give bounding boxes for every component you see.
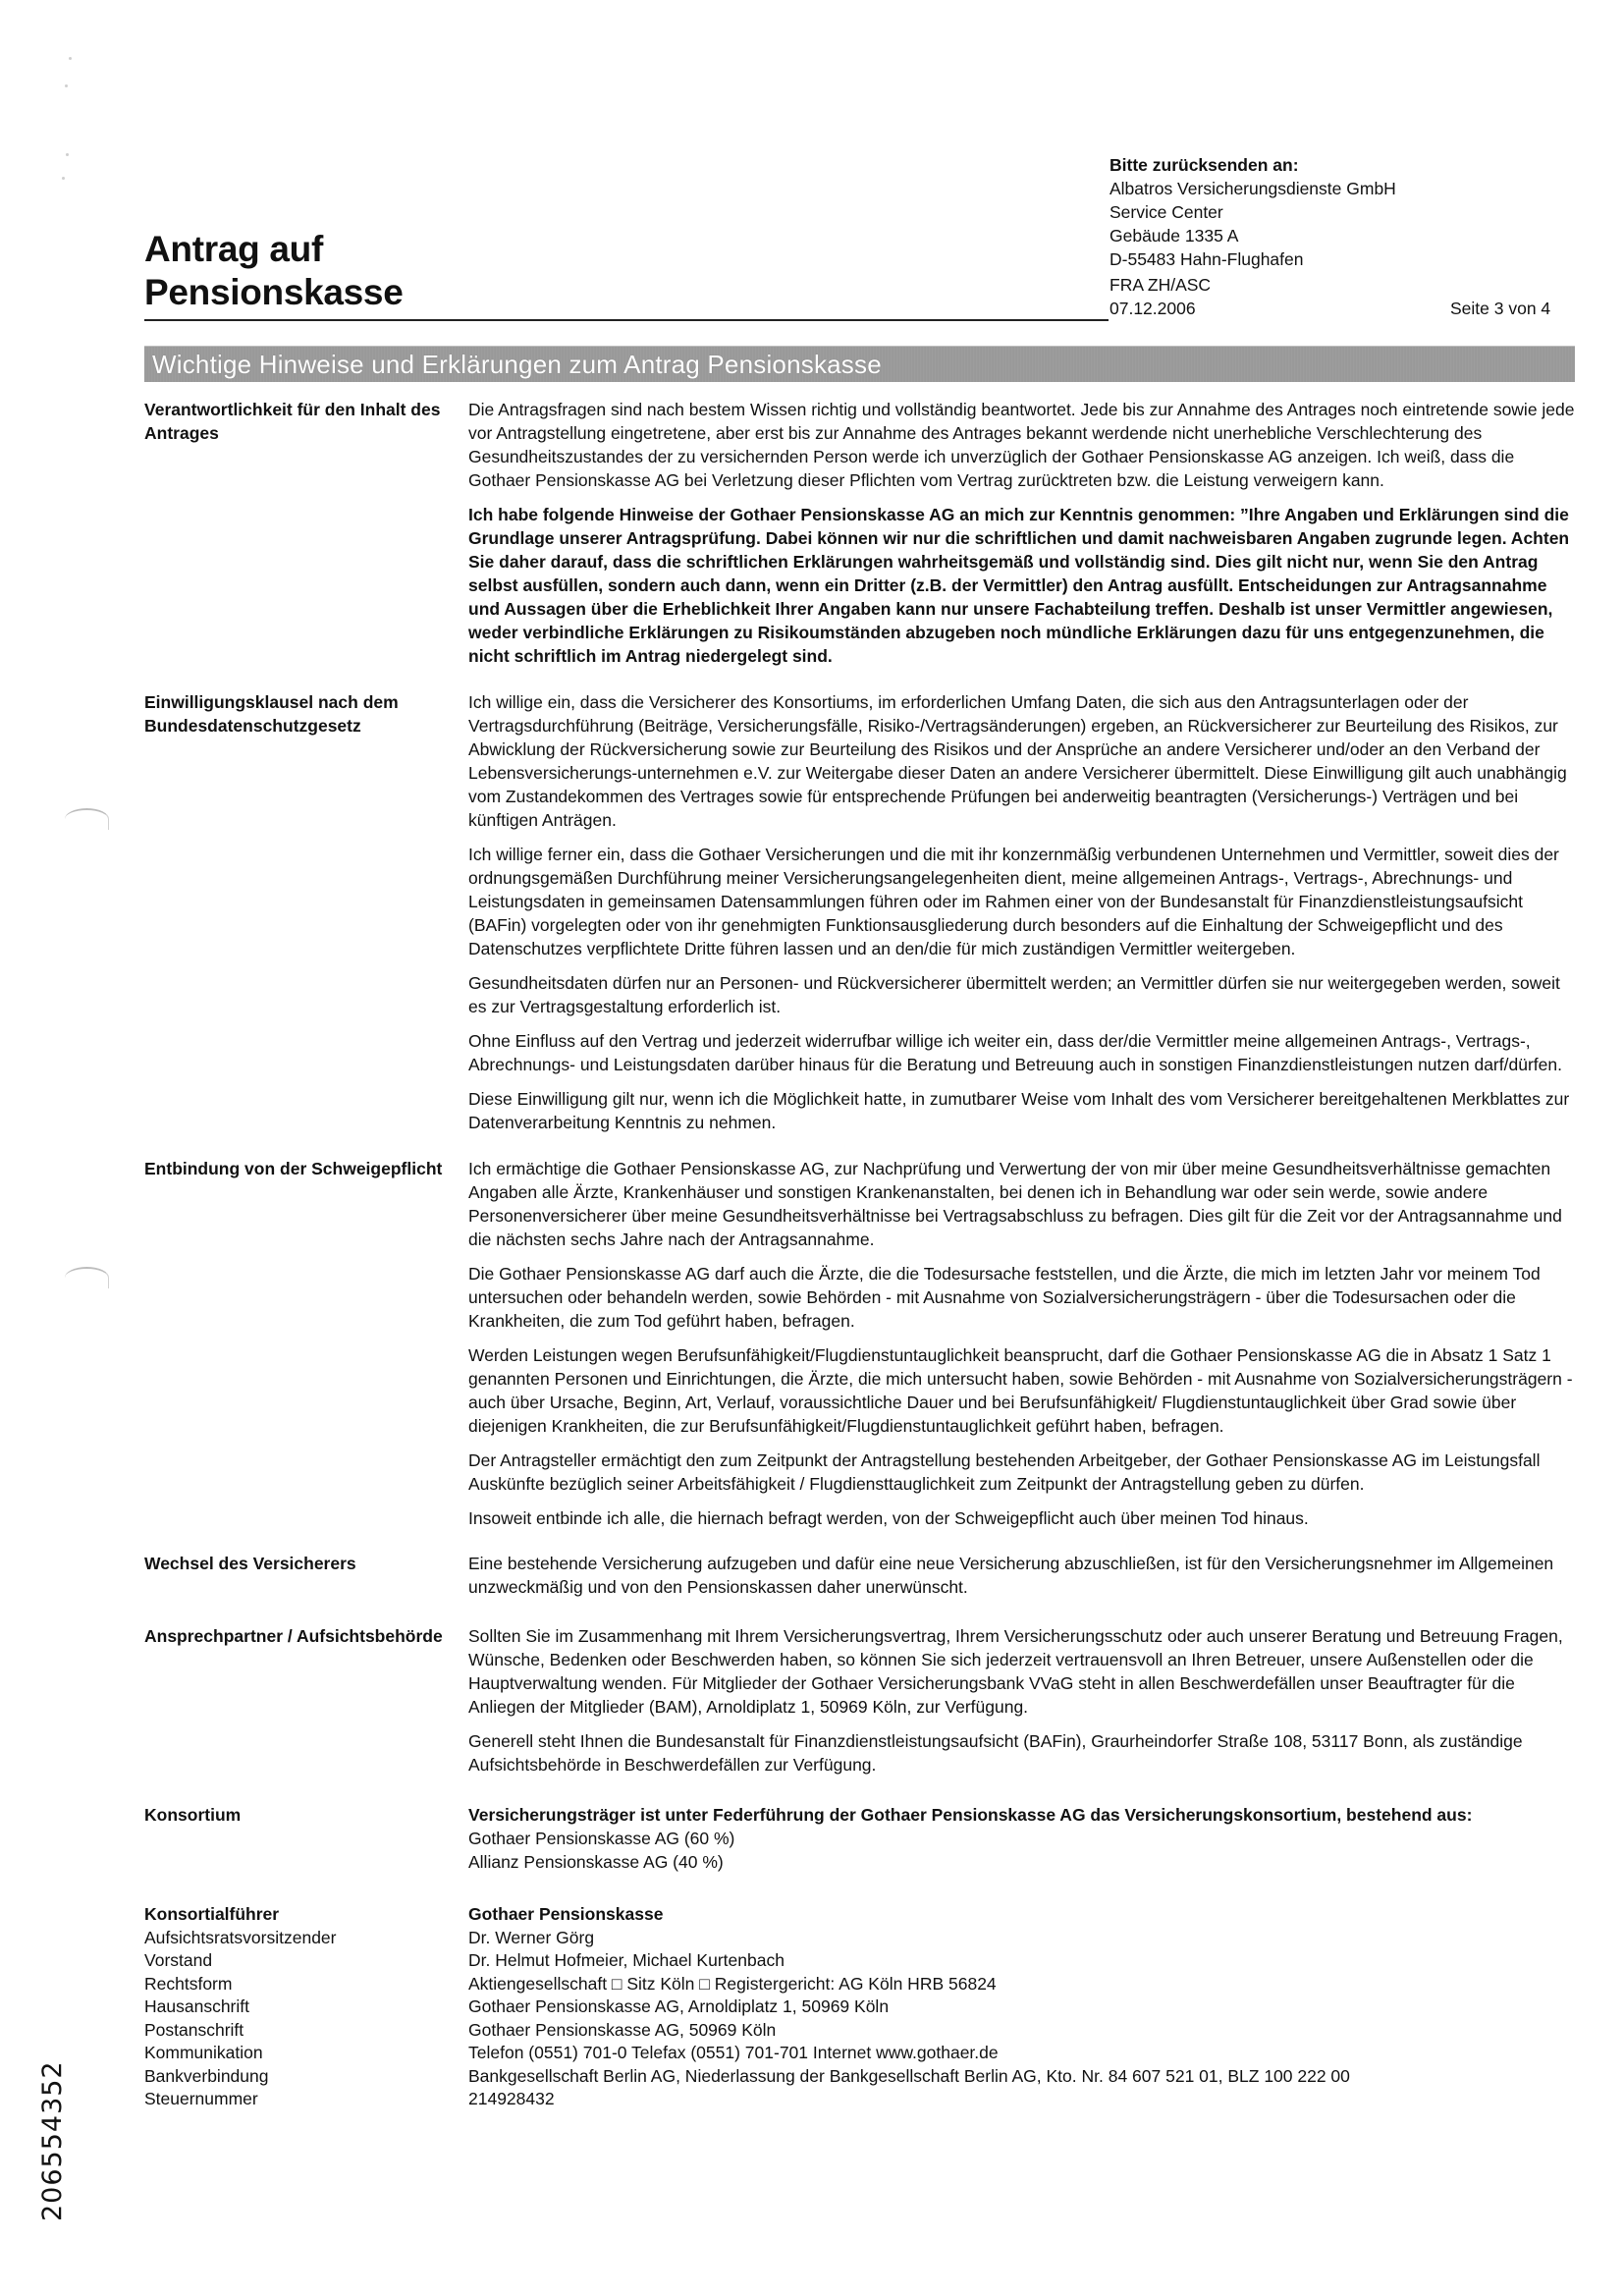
paragraph: Die Antragsfragen sind nach bestem Wissen richtig und vollständig beantwortet. Jede bis zur Annahme des Antrages noch eintretende sowie jede vor Antragstellung eingetretene, aber erst bis zur Annahme des Antrages bekannt werdende nicht unerhebliche Verschlechterung des Gesundheitszustandes der zu versichernden Person werde ich unverzüglich der Gothaer Pensionskasse AG anzeigen. Ich weiß, dass die Gothaer Pensionskasse AG bei Verletzung dieser Pflichten vom Vertrag zurücktreten bzw. die Leistung verweigern kann. xyxy=(468,400,1575,490)
section-label: Einwilligungsklausel nach dem Bundesdatenschutzgesetz xyxy=(144,692,399,736)
paragraph: Generell steht Ihnen die Bundesanstalt für Finanzdienstleistungsaufsicht (BAFin), Graurheindorfer Straße 108, 53117 Bonn, als zuständige Aufsichtsbehörde in Beschwerdefällen zur Verfügung. xyxy=(468,1731,1523,1775)
paragraph: Ohne Einfluss auf den Vertrag und jederzeit widerrufbar willige ich weiter ein, dass der/die Vermittler meine allgemeinen Antrags-, Vertrags-, Abrechnungs- und Leistungsdaten darüber hinaus für die Beratung und Betreuung auch in sonstigen Finanzdienstleistungen nutzen darf/dürfen. xyxy=(468,1031,1562,1074)
imprint-key: Vorstand xyxy=(144,1950,213,1970)
imprint-key: Aufsichtsratsvorsitzender xyxy=(144,1927,337,1947)
section-body xyxy=(468,1803,1578,1874)
section-body xyxy=(468,1552,1578,1599)
scan-speck xyxy=(65,84,68,87)
scan-speck xyxy=(69,57,72,60)
paragraph: Die Gothaer Pensionskasse AG darf auch die Ärzte, die die Todesursache feststellen, und die Ärzte, die mich im letzten Jahr vor meinem Tod untersuchen oder behandeln werden, sowie Behörden - mit Ausnahme von Sozialversicherungsträgern - über die Todesursachen oder die Krankheiten, die zum Tod geführt haben, befragen. xyxy=(468,1264,1541,1331)
return-address-line: Gebäude 1335 A xyxy=(1110,226,1239,246)
section-label: Verantwortlichkeit für den Inhalt des Antrages xyxy=(144,400,441,443)
section-label: Konsortium xyxy=(144,1805,242,1825)
return-address-line: Service Center xyxy=(1110,202,1223,222)
section-label: Ansprechpartner / Aufsichtsbehörde xyxy=(144,1626,443,1646)
section-body xyxy=(468,1624,1578,1777)
paragraph: Gesundheitsdaten dürfen nur an Personen- und Rückversicherer übermittelt werden; an Vermittler dürfen sie nur weitergegeben werden, soweit es zur Vertragsgestaltung erforderlich ist. xyxy=(468,973,1560,1016)
consortium-member: Gothaer Pensionskasse AG (60 %) xyxy=(468,1829,735,1848)
document-scan-number: 206554352 xyxy=(37,2060,68,2221)
imprint-key: Konsortialführer xyxy=(144,1904,280,1924)
section-label: Wechsel des Versicherers xyxy=(144,1554,356,1573)
paragraph: Insoweit entbinde ich alle, die hiernach befragt werden, von der Schweigepflicht auch über meinen Tod hinaus. xyxy=(468,1508,1309,1528)
imprint-values xyxy=(468,1903,1578,2111)
imprint-keys xyxy=(144,1903,468,2111)
title-line-1: Antrag auf xyxy=(144,229,324,269)
company-imprint xyxy=(144,1903,1578,2111)
section-responsibility xyxy=(144,398,1578,679)
title-line-2: Pensionskasse xyxy=(144,272,404,312)
imprint-value: Gothaer Pensionskasse xyxy=(468,1904,664,1924)
return-heading: Bitte zurücksenden an: xyxy=(1110,155,1299,175)
imprint-key: Kommunikation xyxy=(144,2043,263,2062)
imprint-key: Bankverbindung xyxy=(144,2065,269,2086)
paragraph: Eine bestehende Versicherung aufzugeben und dafür eine neue Versicherung abzuschließen, ist für den Versicherungsnehmer im Allgemeinen unzweckmäßig und von den Pensionskassen daher unerwünscht. xyxy=(468,1554,1554,1597)
paragraph: Ich ermächtige die Gothaer Pensionskasse AG, zur Nachprüfung und Verwertung der von mir über meine Gesundheitsverhältnisse gemachten Angaben alle Ärzte, Krankenhäuser und sonstigen Krankenanstalten, bei denen ich in Behandlung war oder sein werde, sowie andere Personenversicherer über meine Gesundheitsverhältnisse bei Vertragsabschluss zu befragen. Dies gilt für die Zeit vor der Antragsannahme und die nächsten sechs Jahre nach der Antragsannahme. xyxy=(468,1159,1562,1249)
document-date: 07.12.2006 xyxy=(1110,299,1196,318)
imprint-value: Aktiengesellschaft □ Sitz Köln □ Registergericht: AG Köln HRB 56824 xyxy=(468,1973,997,1994)
section-banner xyxy=(144,346,1575,382)
paragraph-bold: Ich habe folgende Hinweise der Gothaer Pensionskasse AG an mich zur Kenntnis genommen: ”Ihre Angaben und Erklärungen sind die Grundlage unserer Antragsprüfung. Dabei können wir nur die schriftlichen und damit nachweisbaren Angaben zugrunde legen. Achten Sie daher darauf, dass die schriftlichen Erklärungen wahrheitsgemäß und vollständig sind. Dies gilt nicht nur, wenn Sie den Antrag selbst ausfüllen, sondern auch dann, wenn ein Dritter (z.B. der Vermittler) den Antrag ausfüllt. Entscheidungen zur Antragsannahme und Aussagen über die Erheblichkeit Ihrer Angaben kann nur unsere Fachabteilung treffen. Deshalb ist unser Vermittler angewiesen, weder verbindliche Erklärungen zu Risikoumständen abzugeben noch mündliche Erklärungen dazu für uns entgegenzunehmen, die nicht schriftlich im Antrag niedergelegt sind. xyxy=(468,505,1570,666)
paragraph: Ich willige ein, dass die Versicherer des Konsortiums, im erforderlichen Umfang Daten, die sich aus den Antragsunterlagen oder der Vertragsdurchführung (Beiträge, Versicherungsfälle, Risiko-/Vertragsänderungen) ergeben, an Rückversicherer zur Beurteilung des Risikos, zur Abwicklung der Rückversicherung sowie zur Beurteilung des Risikos und der Ansprüche an andere Versicherer und/oder an den Verband der Lebensversicherungs-unternehmen e.V. zur Weitergabe dieser Daten an andere Versicherer übermittelt. Diese Einwilligung gilt auch unabhängig vom Zustandekommen des Vertrages sowie für entsprechende Prüfungen bei anderweitig beantragten (Versicherungs-) Verträgen und bei künftigen Anträgen. xyxy=(468,692,1567,830)
consortium-heading: Versicherungsträger ist unter Federführung der Gothaer Pensionskasse AG das Versicherungskonsortium, bestehend aus: xyxy=(468,1805,1473,1825)
section-data-protection-consent xyxy=(144,690,1578,1145)
imprint-value: 214928432 xyxy=(468,2089,555,2108)
return-address-line: D-55483 Hahn-Flughafen xyxy=(1110,249,1304,269)
section-confidentiality-release xyxy=(144,1157,1578,1541)
paragraph: Ich willige ferner ein, dass die Gothaer Versicherungen und die mit ihr konzernmäßig verbundenen Unternehmen und Vermittler, soweit dies der ordnungsgemäßen Durchführung meiner Versicherungsangelegenheiten dient, meine allgemeinen Antrags-, Vertrags-, Abrechnungs- und Leistungsdaten in gemeinsamen Datensammlungen führen oder im Rahmen einer von der Bundesanstalt für Finanzdienstleistungsaufsicht (BAFin) vorgelegten oder von ihr genehmigten Funktionsausgliederung durch besonders auf die Einhaltung der Schweigepflicht und des Datenschutzes verpflichtete Dritte führen lassen und an den/die für mich zuständigen Vermittler weitergeben. xyxy=(468,845,1559,958)
scan-speck xyxy=(62,177,65,180)
document-title xyxy=(144,228,403,314)
punch-hole-mark xyxy=(65,808,109,830)
section-insurer-change xyxy=(144,1552,1578,1599)
header-rule xyxy=(144,319,1109,321)
imprint-key: Steuernummer xyxy=(144,2089,258,2108)
imprint-value: Dr. Werner Görg xyxy=(468,1927,595,1947)
section-body xyxy=(468,1157,1578,1541)
imprint-value: Gothaer Pensionskasse AG, 50969 Köln xyxy=(468,2019,777,2040)
paragraph: Diese Einwilligung gilt nur, wenn ich die Möglichkeit hatte, in zumutbarer Weise vom Inhalt des vom Versicherer bereitgehaltenen Merkblattes zur Datenverarbeitung Kenntnis zu nehmen. xyxy=(468,1089,1570,1132)
imprint-value: Bankgesellschaft Berlin AG, Niederlassung der Bankgesellschaft Berlin AG, Kto. Nr. 84 607 521 01, BLZ 100 222 00 xyxy=(468,2065,1350,2086)
paragraph: Werden Leistungen wegen Berufsunfähigkeit/Flugdienstuntauglichkeit beansprucht, darf die Gothaer Pensionskasse AG die in Absatz 1 Satz 1 genannten Personen und Einrichtungen, die Ärzte, die mich untersucht haben, sowie Behörden - mit Ausnahme von Sozialversicherungsträgern - auch über Ursache, Beginn, Art, Verlauf, voraussichtliche Dauer und bei Berufsunfähigkeit/ Flugdienstuntauglichkeit über Grad sowie über diejenigen Krankheiten, die zur Berufsunfähigkeit/Flugdienstuntauglichkeit geführt haben, befragen. xyxy=(468,1345,1573,1436)
return-address-block xyxy=(1110,153,1396,297)
content-area xyxy=(144,398,1578,2111)
consortium-member: Allianz Pensionskasse AG (40 %) xyxy=(468,1852,724,1872)
imprint-value: Telefon (0551) 701-0 Telefax (0551) 701-701 Internet www.gothaer.de xyxy=(468,2043,999,2062)
imprint-key: Rechtsform xyxy=(144,1973,233,1994)
paragraph: Sollten Sie im Zusammenhang mit Ihrem Versicherungsvertrag, Ihrem Versicherungsschutz oder auch unserer Beratung und Betreuung Fragen, Wünsche, Bedenken oder Beschwerden haben, so können Sie sich jederzeit vertrauensvoll an Ihren Betreuer, unsere Außenstellen oder die Hauptverwaltung wenden. Für Mitglieder der Gothaer Versicherungsbank VVaG steht in allen Beschwerdefällen unser Beauftragter für die Anliegen der Mitglieder (BAM), Arnoldiplatz 1, 50969 Köln, zur Verfügung. xyxy=(468,1626,1563,1717)
imprint-value: Dr. Helmut Hofmeier, Michael Kurtenbach xyxy=(468,1950,785,1970)
punch-hole-mark xyxy=(65,1267,109,1288)
section-consortium xyxy=(144,1803,1578,1874)
reference-code: FRA ZH/ASC xyxy=(1110,275,1212,295)
page-number: Seite 3 von 4 xyxy=(1450,299,1551,318)
imprint-key: Postanschrift xyxy=(144,2019,244,2040)
section-body xyxy=(468,690,1578,1145)
scan-speck xyxy=(66,153,69,156)
section-contact-supervisory-authority xyxy=(144,1624,1578,1777)
section-banner-title: Wichtige Hinweise und Erklärungen zum Antrag Pensionskasse xyxy=(152,350,882,379)
imprint-value: Gothaer Pensionskasse AG, Arnoldiplatz 1, 50969 Köln xyxy=(468,1996,890,2016)
section-label: Entbindung von der Schweigepflicht xyxy=(144,1159,443,1178)
paragraph: Der Antragsteller ermächtigt den zum Zeitpunkt der Antragstellung bestehenden Arbeitgeber, der Gothaer Pensionskasse AG im Leistungsfall Auskünfte bezüglich seiner Arbeitsfähigkeit / Flugdiensttauglichkeit zum Zeitpunkt der Antragstellung geben zu dürfen. xyxy=(468,1450,1541,1494)
section-body xyxy=(468,398,1578,679)
imprint-key: Hausanschrift xyxy=(144,1996,249,2016)
return-address-line: Albatros Versicherungsdienste GmbH xyxy=(1110,179,1396,198)
